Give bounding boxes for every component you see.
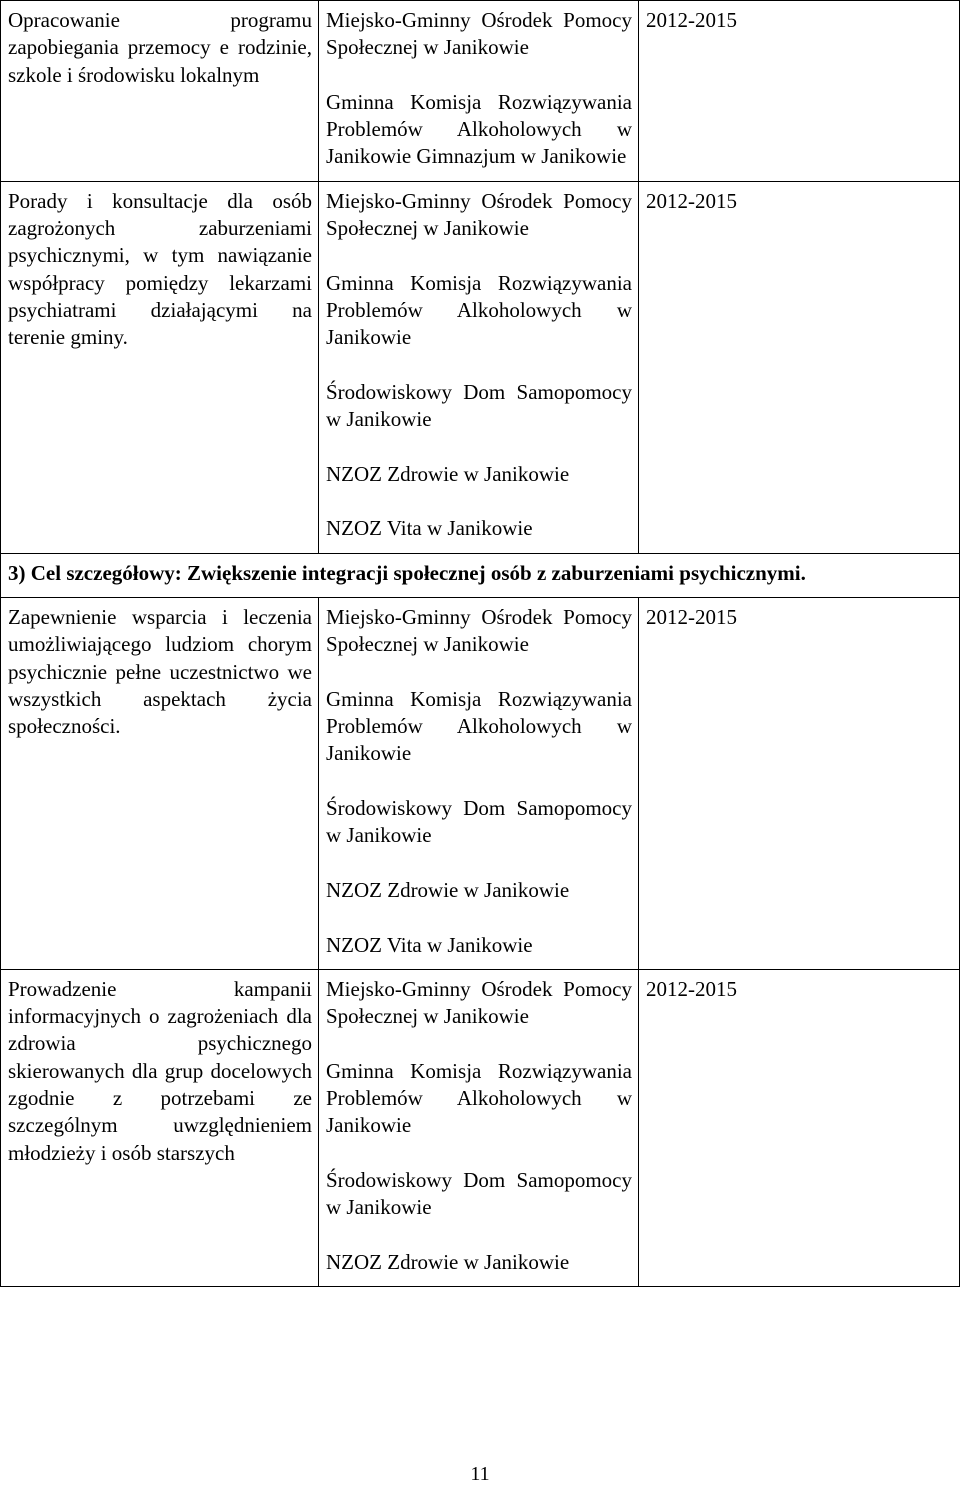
- table-row: [1, 1, 960, 182]
- entity-text: Gminna Komisja Rozwiązywania Problemów Alkoholowych w Janikowie: [326, 686, 632, 766]
- task-text: Opracowanie programu zapobiegania przemocy e rodzinie, szkole i środowisku lokalnym: [8, 8, 312, 87]
- task-text: Zapewnienie wsparcia i leczenia umożliwiającego ludziom chorym psychicznie pełne uczestnictwo we wszystkich aspektach życia społeczności.: [8, 604, 312, 739]
- table-row: [1, 597, 960, 969]
- entity-text: Miejsko-Gminny Ośrodek Pomocy Społecznej w Janikowie: [326, 8, 632, 60]
- period-text: 2012-2015: [646, 8, 737, 32]
- task-text: Porady i konsultacje dla osób zagrożonych zaburzeniami psychicznymi, w tym nawiązanie współpracy pomiędzy lekarzami psychiatrami działającymi na terenie gminy.: [8, 188, 312, 350]
- entity-text: Środowiskowy Dom Samopomocy w Janikowie: [326, 796, 632, 848]
- entity-text: Środowiskowy Dom Samopomocy w Janikowie: [326, 379, 632, 432]
- period-cell: [639, 969, 960, 1286]
- entity-text: NZOZ Zdrowie w Janikowie: [326, 1249, 570, 1274]
- entity-text: NZOZ Zdrowie w Janikowie: [326, 877, 570, 902]
- table-row: [1, 181, 960, 553]
- entity-text: Miejsko-Gminny Ośrodek Pomocy Społecznej w Janikowie: [326, 604, 632, 657]
- task-cell: [1, 1, 319, 182]
- section-heading-row: [1, 553, 960, 597]
- page-number: 11: [470, 1463, 490, 1485]
- entities-cell: [319, 1, 639, 182]
- entity-text: Gminna Komisja Rozwiązywania Problemów Alkoholowych w Janikowie: [326, 270, 632, 350]
- entities-cell: [319, 969, 639, 1286]
- entity-text: Gminna Komisja Rozwiązywania Problemów Alkoholowych w Janikowie: [326, 1058, 632, 1138]
- period-text: 2012-2015: [646, 188, 737, 213]
- task-cell: [1, 181, 319, 553]
- entity-text: Gminna Komisja Rozwiązywania Problemów Alkoholowych w Janikowie Gimnazjum w Janikowie: [326, 89, 632, 169]
- period-text: 2012-2015: [646, 976, 737, 1001]
- entity-text: NZOZ Zdrowie w Janikowie: [326, 461, 570, 486]
- entities-cell: [319, 181, 639, 553]
- entities-cell: [319, 597, 639, 969]
- section-heading: 3) Cel szczegółowy: Zwiększenie integracji społecznej osób z zaburzeniami psychicznymi.: [1, 553, 960, 597]
- entity-text: Miejsko-Gminny Ośrodek Pomocy Społecznej w Janikowie: [326, 188, 632, 241]
- entity-text: Miejsko-Gminny Ośrodek Pomocy Społecznej w Janikowie: [326, 976, 632, 1029]
- period-cell: [639, 597, 960, 969]
- period-cell: [639, 181, 960, 553]
- entity-text: NZOZ Vita w Janikowie: [326, 516, 533, 541]
- task-cell: [1, 597, 319, 969]
- period-text: 2012-2015: [646, 604, 737, 629]
- table-row: [1, 969, 960, 1286]
- entity-text: Środowiskowy Dom Samopomocy w Janikowie: [326, 1167, 632, 1220]
- task-cell: [1, 969, 319, 1286]
- entity-text: NZOZ Vita w Janikowie: [326, 932, 533, 957]
- task-text: Prowadzenie kampanii informacyjnych o zagrożeniach dla zdrowia psychicznego skierowanych dla grup docelowych zgodnie z potrzebami ze szczególnym uwzględnieniem młodzieży i osób starszych: [8, 976, 312, 1165]
- period-cell: [639, 1, 960, 182]
